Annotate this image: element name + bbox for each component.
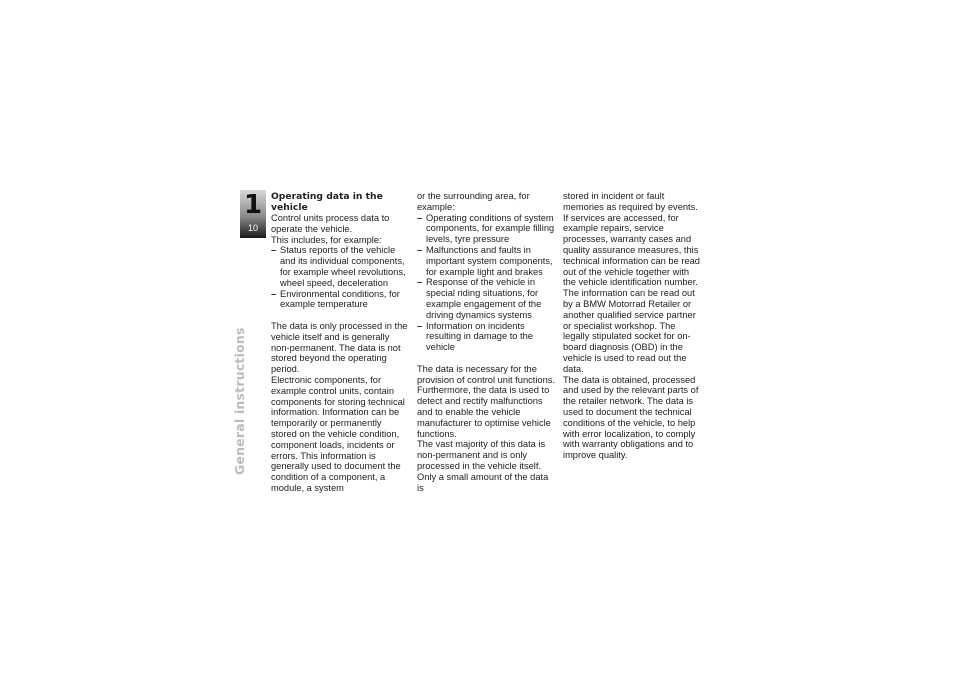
paragraph: The data is necessary for the provision of control unit functions. Furthermore, the data is used to detect and rectify malfunctions and to enable the vehicle manufacturer to optimise vehicle functions. (417, 363, 555, 439)
bullet-list (271, 245, 409, 310)
paragraph: Control units process data to operate the vehicle. (271, 213, 390, 234)
chapter-number: 1 (243, 190, 263, 220)
list-item: – Operating conditions of system components, for example filling levels, tyre pressure (417, 213, 555, 245)
paragraph: or the surrounding area, for example: (417, 191, 530, 212)
list-item: – Environmental conditions, for example temperature (271, 289, 409, 311)
chapter-tab (240, 190, 266, 238)
paragraph: This includes, for example: (271, 234, 382, 245)
paragraph: The information can be read out by a BMW Motorrad Retailer or another qualified service partner or specialist workshop. The legally stipulated socket for on-board diagnosis (OBD) in the vehicle is used to read out the data. (563, 288, 696, 374)
text-column-2 (417, 191, 555, 493)
text-column-3 (563, 191, 701, 461)
paragraph: Electronic components, for example control units, contain components for storing technical information. Information can be temporarily or permanently stored on the vehicle condition, component loads, incidents or errors. This information is generally used to document the condition of a component, a module, a system (271, 374, 405, 493)
text-column-1 (271, 191, 409, 494)
section-heading: Operating data in the vehicle (271, 191, 383, 213)
paragraph: The vast majority of this data is non-permanent and is only processed in the vehicle itself. Only a small amount of the data is (417, 439, 549, 493)
bullet-list (417, 213, 555, 353)
paragraph: The data is obtained, processed and used by the relevant parts of the retailer network. The data is used to document the technical conditions of the vehicle, to help with error localization, to comply with warranty obligations and to improve quality. (563, 374, 699, 461)
list-item: – Response of the vehicle in special riding situations, for example engagement of the driving dynamics systems (417, 277, 555, 320)
chapter-side-label: General instructions (232, 327, 247, 475)
page-number: 10 (247, 223, 258, 233)
paragraph: The data is only processed in the vehicle itself and is generally non-permanent. The data is not stored beyond the operating period. (271, 320, 408, 375)
paragraph: stored in incident or fault memories as required by events. (563, 191, 698, 212)
list-item: – Status reports of the vehicle and its individual components, for example wheel revolutions, wheel speed, deceleration (271, 245, 409, 288)
paragraph: If services are accessed, for example repairs, service processes, warranty cases and quality assurance measures, this technical information can be read out of the vehicle together with the vehicle identification number. (563, 212, 700, 288)
list-item: – Malfunctions and faults in important system components, for example light and brakes (417, 245, 555, 277)
list-item: – Information on incidents resulting in damage to the vehicle (417, 321, 555, 353)
